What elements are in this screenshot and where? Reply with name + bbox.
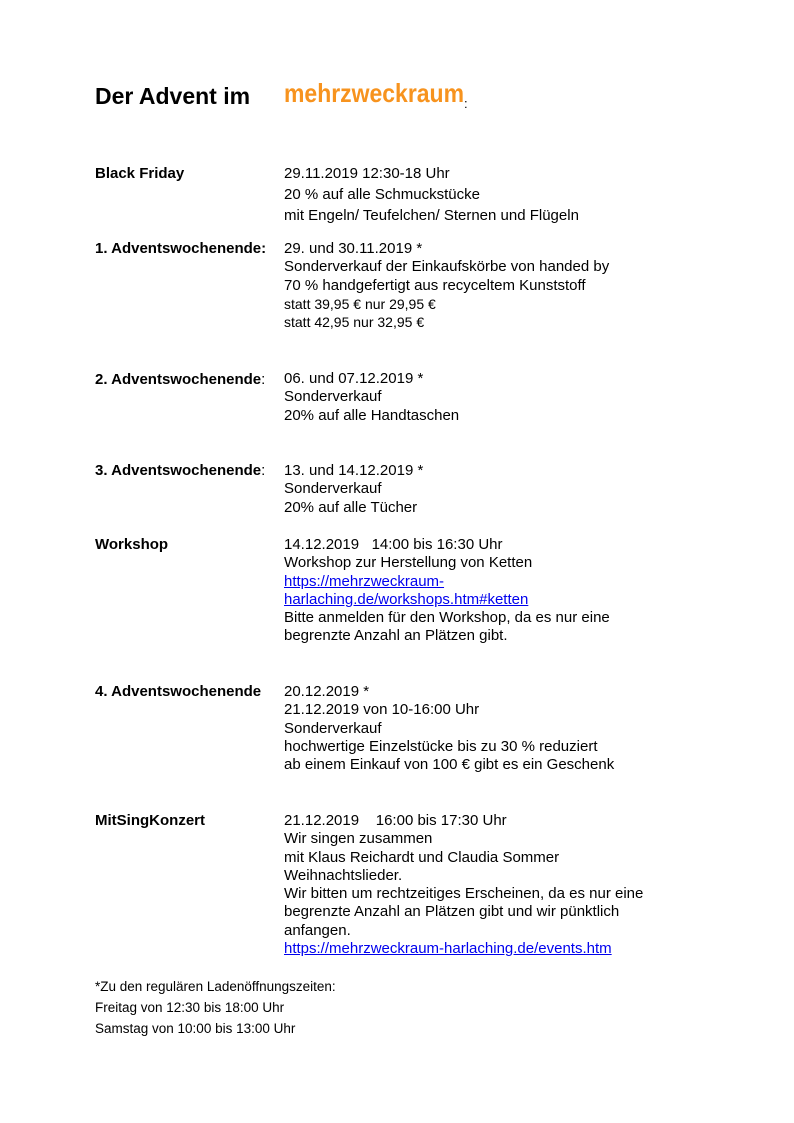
- workshop-link-part-2[interactable]: harlaching.de/workshops.htm#ketten: [284, 590, 529, 608]
- detail-line: Wir bitten um rechtzeitiges Erscheinen, da es nur eine: [284, 885, 644, 903]
- detail-line: mit Klaus Reichardt und Claudia Sommer: [284, 848, 560, 866]
- detail-line: statt 42,95 nur 32,95 €: [284, 314, 425, 331]
- detail-line: 29.11.2019 12:30-18 Uhr: [284, 165, 450, 182]
- event-label-advent-1: 1. Adventswochenende:: [95, 240, 267, 257]
- event-label-advent-4: 4. Adventswochenende: [95, 683, 262, 700]
- event-label-concert: MitSingKonzert: [95, 812, 205, 829]
- detail-line: 21.12.2019 16:00 bis 17:30 Uhr: [284, 812, 507, 829]
- detail-line: 21.12.2019 von 10-16:00 Uhr: [284, 701, 480, 719]
- event-details-advent-4: [284, 683, 614, 774]
- detail-line: Sonderverkauf: [284, 480, 382, 498]
- detail-line: 70 % handgefertigt aus recyceltem Kunststoff: [284, 276, 586, 294]
- detail-line: 20.12.2019 *: [284, 683, 370, 700]
- detail-line: begrenzte Anzahl an Plätzen gibt.: [284, 627, 508, 645]
- detail-line: Sonderverkauf der Einkaufskörbe von handed by: [284, 258, 610, 276]
- detail-line: begrenzte Anzahl an Plätzen gibt und wir pünktlich: [284, 903, 620, 921]
- detail-line: 20% auf alle Handtaschen: [284, 406, 460, 424]
- mehrzweckraum-logo: [284, 80, 464, 106]
- footnote-line: Freitag von 12:30 bis 18:00 Uhr: [95, 1000, 285, 1015]
- event-label-black-friday: Black Friday: [95, 165, 185, 182]
- detail-line: ab einem Einkauf von 100 € gibt es ein Geschenk: [284, 756, 615, 774]
- detail-line: hochwertige Einzelstücke bis zu 30 % reduziert: [284, 737, 598, 755]
- page-title: Der Advent im: [95, 83, 251, 109]
- opening-hours-footnote: [95, 976, 336, 1039]
- footnote-line: Samstag von 10:00 bis 13:00 Uhr: [95, 1021, 296, 1036]
- detail-line: Sonderverkauf: [284, 719, 382, 737]
- detail-line: anfangen.: [284, 921, 351, 939]
- detail-line: 13. und 14.12.2019 *: [284, 462, 424, 479]
- detail-line: 06. und 07.12.2019 *: [284, 370, 424, 387]
- detail-line: Weihnachtslieder.: [284, 866, 403, 884]
- events-link[interactable]: https://mehrzweckraum-harlaching.de/events.htm: [284, 940, 612, 958]
- detail-line: Bitte anmelden für den Workshop, da es nur eine: [284, 609, 610, 627]
- event-details-workshop: [284, 536, 610, 646]
- event-details-advent-3: [284, 462, 423, 517]
- event-label-advent-3: 3. Adventswochenende:: [95, 462, 266, 479]
- detail-line: 14.12.2019 14:00 bis 16:30 Uhr: [284, 536, 503, 553]
- event-label-workshop: Workshop: [95, 536, 169, 553]
- event-details-black-friday: [284, 163, 579, 226]
- detail-line: statt 39,95 € nur 29,95 €: [284, 295, 436, 312]
- event-label-advent-2: 2. Adventswochenende:: [95, 371, 266, 388]
- event-details-concert: [284, 812, 643, 958]
- detail-line: 29. und 30.11.2019 *: [284, 240, 423, 257]
- detail-line: Workshop zur Herstellung von Ketten: [284, 554, 533, 572]
- workshop-link-part-1[interactable]: https://mehrzweckraum-: [284, 572, 445, 590]
- event-details-advent-1: [284, 240, 609, 331]
- detail-line: 20% auf alle Tücher: [284, 498, 418, 516]
- detail-line: Sonderverkauf: [284, 388, 382, 406]
- event-details-advent-2: [284, 370, 459, 425]
- detail-line: Wir singen zusammen: [284, 830, 433, 848]
- detail-line: 20 % auf alle Schmuckstücke: [284, 186, 480, 203]
- title-colon: :: [464, 96, 468, 111]
- logo-text: mehrzweckraum: [284, 80, 464, 106]
- detail-line: mit Engeln/ Teufelchen/ Sternen und Flügeln: [284, 207, 579, 224]
- footnote-line: *Zu den regulären Ladenöffnungszeiten:: [95, 979, 336, 994]
